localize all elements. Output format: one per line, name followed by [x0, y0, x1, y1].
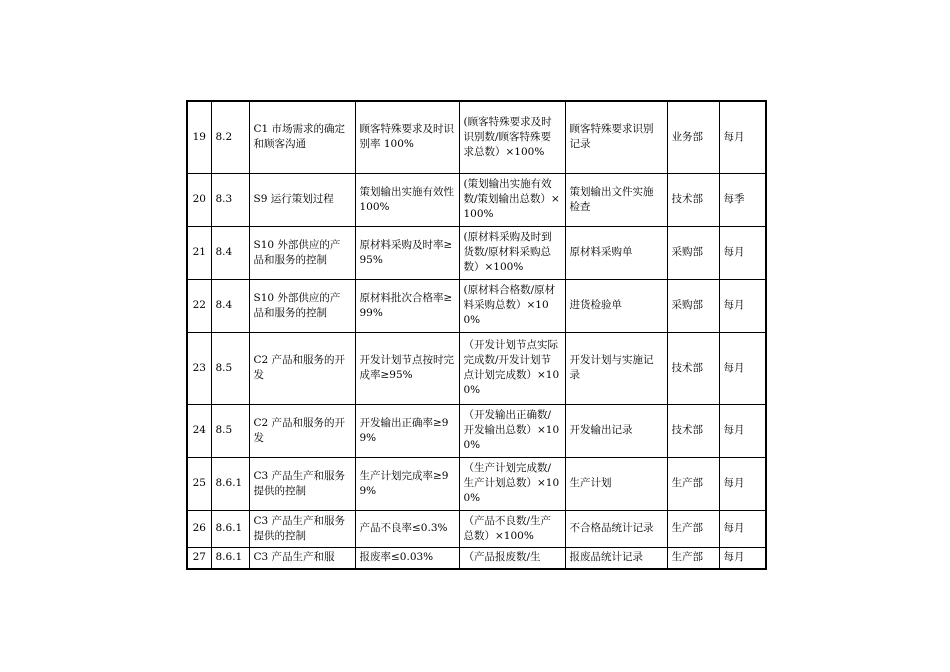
department-cell: 采购部 [667, 226, 719, 279]
process-cell: S9 运行策划过程 [249, 173, 355, 226]
formula-cell: (顾客特殊要求及时识别数/顾客特殊要求总数）×100% [459, 101, 565, 173]
record-cell: 进货检验单 [565, 279, 667, 332]
row-number: 23 [187, 332, 211, 404]
table-row [187, 404, 766, 457]
process-cell: C3 产品生产和服务提供的控制 [249, 457, 355, 510]
process-cell: S10 外部供应的产品和服务的控制 [249, 279, 355, 332]
department-cell: 生产部 [667, 547, 719, 569]
process-cell: C1 市场需求的确定和顾客沟通 [249, 101, 355, 173]
clause-cell: 8.4 [211, 226, 249, 279]
record-cell: 不合格品统计记录 [565, 510, 667, 547]
formula-cell: （生产计划完成数/生产计划总数）×100% [459, 457, 565, 510]
record-cell: 原材料采购单 [565, 226, 667, 279]
clause-cell: 8.5 [211, 404, 249, 457]
frequency-cell: 每月 [719, 510, 766, 547]
frequency-cell: 每季 [719, 173, 766, 226]
clause-cell: 8.4 [211, 279, 249, 332]
indicator-cell: 报废率≤0.03% [355, 547, 459, 569]
process-cell: C2 产品和服务的开发 [249, 404, 355, 457]
department-cell: 生产部 [667, 457, 719, 510]
frequency-cell: 每月 [719, 547, 766, 569]
table-row [187, 226, 766, 279]
table-row [187, 510, 766, 547]
row-number: 27 [187, 547, 211, 569]
department-cell: 技术部 [667, 404, 719, 457]
formula-cell: （产品不良数/生产总数）×100% [459, 510, 565, 547]
department-cell: 技术部 [667, 332, 719, 404]
formula-cell: （产品报废数/生 [459, 547, 565, 569]
indicator-cell: 原材料采购及时率≥95% [355, 226, 459, 279]
frequency-cell: 每月 [719, 101, 766, 173]
process-cell: C2 产品和服务的开发 [249, 332, 355, 404]
indicator-cell: 策划输出实施有效性 100% [355, 173, 459, 226]
indicator-cell: 原材料批次合格率≥99% [355, 279, 459, 332]
formula-cell: (原材料合格数/原材料采购总数）×100% [459, 279, 565, 332]
indicator-cell: 开发输出正确率≥99% [355, 404, 459, 457]
row-number: 26 [187, 510, 211, 547]
frequency-cell: 每月 [719, 226, 766, 279]
process-cell: C3 产品生产和服 [249, 547, 355, 569]
table-row [187, 547, 766, 569]
row-number: 20 [187, 173, 211, 226]
row-number: 21 [187, 226, 211, 279]
process-cell: C3 产品生产和服务提供的控制 [249, 510, 355, 547]
table-row [187, 101, 766, 173]
formula-cell: (原材料采购及时到货数/原材料采购总数）×100% [459, 226, 565, 279]
table-row [187, 279, 766, 332]
record-cell: 顾客特殊要求识别记录 [565, 101, 667, 173]
formula-cell: （开发计划节点实际完成数/开发计划节点计划完成数）×100% [459, 332, 565, 404]
record-cell: 策划输出文件实施检查 [565, 173, 667, 226]
clause-cell: 8.6.1 [211, 510, 249, 547]
process-indicator-table [186, 100, 767, 570]
clause-cell: 8.3 [211, 173, 249, 226]
department-cell: 采购部 [667, 279, 719, 332]
indicator-cell: 生产计划完成率≥99% [355, 457, 459, 510]
department-cell: 技术部 [667, 173, 719, 226]
formula-cell: （开发输出正确数/开发输出总数）×100% [459, 404, 565, 457]
clause-cell: 8.6.1 [211, 457, 249, 510]
process-cell: S10 外部供应的产品和服务的控制 [249, 226, 355, 279]
row-number: 24 [187, 404, 211, 457]
frequency-cell: 每月 [719, 332, 766, 404]
formula-cell: (策划输出实施有效数/策划输出总数）×100% [459, 173, 565, 226]
record-cell: 开发输出记录 [565, 404, 667, 457]
indicator-cell: 顾客特殊要求及时识别率 100% [355, 101, 459, 173]
record-cell: 生产计划 [565, 457, 667, 510]
department-cell: 业务部 [667, 101, 719, 173]
row-number: 22 [187, 279, 211, 332]
row-number: 25 [187, 457, 211, 510]
row-number: 19 [187, 101, 211, 173]
frequency-cell: 每月 [719, 279, 766, 332]
indicator-cell: 开发计划节点按时完成率≥95% [355, 332, 459, 404]
record-cell: 报废品统计记录 [565, 547, 667, 569]
record-cell: 开发计划与实施记录 [565, 332, 667, 404]
frequency-cell: 每月 [719, 457, 766, 510]
clause-cell: 8.6.1 [211, 547, 249, 569]
clause-cell: 8.5 [211, 332, 249, 404]
frequency-cell: 每月 [719, 404, 766, 457]
table-row [187, 173, 766, 226]
indicator-cell: 产品不良率≤0.3% [355, 510, 459, 547]
table-row [187, 332, 766, 404]
department-cell: 生产部 [667, 510, 719, 547]
table-row [187, 457, 766, 510]
clause-cell: 8.2 [211, 101, 249, 173]
